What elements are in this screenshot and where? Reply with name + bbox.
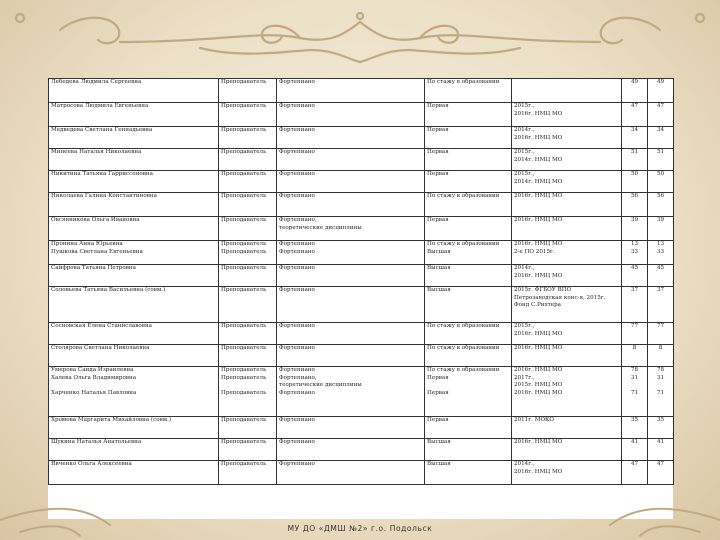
subject-cell: Фортепиано bbox=[277, 193, 425, 217]
teaching-experience-cell: 8 bbox=[648, 345, 674, 367]
courses-cell: 2014г., 2016г. НМЦ МО bbox=[512, 127, 622, 149]
total-experience-cell: 51 bbox=[622, 149, 648, 171]
teacher-name-cell: Матросова Людмила Евгеньевна bbox=[49, 103, 219, 127]
courses-cell: 2015г., 2014г. НМЦ МО bbox=[512, 171, 622, 193]
position-cell: Преподаватель Преподаватель bbox=[219, 241, 277, 265]
position-cell: Преподаватель bbox=[219, 439, 277, 461]
teaching-experience-cell: 77 bbox=[648, 323, 674, 345]
teacher-name-cell: Пронина Анна Юрьевна Пушкова Светлана Евгеньевна bbox=[49, 241, 219, 265]
subject-cell: Фортепиано Фортепиано bbox=[277, 241, 425, 265]
teacher-name-cell: Медведева Светлана Геннадьевна bbox=[49, 127, 219, 149]
category-cell: По стажу в образовании bbox=[425, 79, 512, 103]
courses-cell: 2016г. НМЦ МО bbox=[512, 439, 622, 461]
position-cell: Преподаватель bbox=[219, 287, 277, 323]
position-cell: Преподаватель bbox=[219, 265, 277, 287]
position-cell: Преподаватель bbox=[219, 79, 277, 103]
table-row bbox=[49, 323, 674, 345]
category-cell: Высшая bbox=[425, 265, 512, 287]
category-cell: По стажу в образовании bbox=[425, 345, 512, 367]
subject-cell: Фортепиано bbox=[277, 417, 425, 439]
teaching-experience-cell: 78 31 71 bbox=[648, 367, 674, 417]
teaching-experience-cell: 45 bbox=[648, 265, 674, 287]
total-experience-cell: 13 33 bbox=[622, 241, 648, 265]
category-cell: Первая bbox=[425, 217, 512, 241]
teaching-experience-cell: 51 bbox=[648, 149, 674, 171]
table-row bbox=[49, 287, 674, 323]
courses-cell bbox=[512, 79, 622, 103]
category-cell: Первая bbox=[425, 127, 512, 149]
subject-cell: Фортепиано bbox=[277, 265, 425, 287]
total-experience-cell: 37 bbox=[622, 287, 648, 323]
table-row bbox=[49, 439, 674, 461]
category-cell: Первая bbox=[425, 149, 512, 171]
courses-cell: 2015г., 2016г. НМЦ МО bbox=[512, 323, 622, 345]
teacher-name-cell: Минеева Наталья Николаевна bbox=[49, 149, 219, 171]
teacher-name-cell: Сосновская Елена Станиславовна bbox=[49, 323, 219, 345]
category-cell: Высшая bbox=[425, 439, 512, 461]
table-row bbox=[49, 417, 674, 439]
courses-cell: 2015г., 2014г. НМЦ МО bbox=[512, 149, 622, 171]
total-experience-cell: 50 bbox=[622, 171, 648, 193]
position-cell: Преподаватель bbox=[219, 127, 277, 149]
teacher-name-cell: Столярова Светлана Николаевна bbox=[49, 345, 219, 367]
category-cell: Высшая bbox=[425, 461, 512, 485]
category-cell: По стажу в образовании Первая Первая bbox=[425, 367, 512, 417]
total-experience-cell: 47 bbox=[622, 461, 648, 485]
top-ornament bbox=[0, 0, 720, 80]
total-experience-cell: 78 31 71 bbox=[622, 367, 648, 417]
footer-school-name: МУ ДО «ДМШ №2» г.о. Подольск bbox=[287, 524, 433, 533]
table-row bbox=[49, 461, 674, 485]
position-cell: Преподаватель bbox=[219, 461, 277, 485]
category-cell: По стажу в образовании bbox=[425, 193, 512, 217]
courses-cell: 2016г. НМЦ МО 2-е ПО 2015г. bbox=[512, 241, 622, 265]
subject-cell: Фортепиано bbox=[277, 323, 425, 345]
teaching-experience-cell: 47 bbox=[648, 103, 674, 127]
teacher-name-cell: Шукина Наталья Анатольевна bbox=[49, 439, 219, 461]
category-cell: По стажу в образовании bbox=[425, 323, 512, 345]
position-cell: Преподаватель bbox=[219, 103, 277, 127]
teaching-experience-cell: 49 bbox=[648, 79, 674, 103]
teacher-name-cell: Хромова Маргарита Михайловна (совм.) bbox=[49, 417, 219, 439]
courses-cell: 2016г. НМЦ МО bbox=[512, 345, 622, 367]
subject-cell: Фортепиано bbox=[277, 149, 425, 171]
subject-cell: Фортепиано bbox=[277, 439, 425, 461]
table-row bbox=[49, 79, 674, 103]
total-experience-cell: 35 bbox=[622, 417, 648, 439]
position-cell: Преподаватель bbox=[219, 217, 277, 241]
position-cell: Преподаватель bbox=[219, 171, 277, 193]
subject-cell: Фортепиано bbox=[277, 345, 425, 367]
category-cell: Первая bbox=[425, 171, 512, 193]
staff-table-sheet bbox=[48, 78, 673, 519]
subject-cell: Фортепиано Фортепиано, теоретические дисциплины Фортепиано bbox=[277, 367, 425, 417]
teacher-name-cell: Сайфрова Татьяна Петровна bbox=[49, 265, 219, 287]
teacher-name-cell: Явченко Ольга Алексеевна bbox=[49, 461, 219, 485]
teacher-name-cell: Соловьева Татьяна Васильевна (совм.) bbox=[49, 287, 219, 323]
subject-cell: Фортепиано bbox=[277, 287, 425, 323]
staff-table-body bbox=[49, 79, 674, 485]
category-cell: Высшая bbox=[425, 287, 512, 323]
category-cell: Первая bbox=[425, 103, 512, 127]
teaching-experience-cell: 56 bbox=[648, 193, 674, 217]
subject-cell: Фортепиано bbox=[277, 171, 425, 193]
total-experience-cell: 49 bbox=[622, 79, 648, 103]
courses-cell: 2016г. НМЦ МО bbox=[512, 193, 622, 217]
teaching-experience-cell: 13 33 bbox=[648, 241, 674, 265]
courses-cell: 2015г., 2016г. НМЦ МО bbox=[512, 103, 622, 127]
total-experience-cell: 39 bbox=[622, 217, 648, 241]
total-experience-cell: 47 bbox=[622, 103, 648, 127]
position-cell: Преподаватель bbox=[219, 323, 277, 345]
position-cell: Преподаватель bbox=[219, 149, 277, 171]
teaching-experience-cell: 50 bbox=[648, 171, 674, 193]
courses-cell: 2016г. НМЦ МО 2017г., 2015г. НМЦ МО 2016г. НМЦ МО bbox=[512, 367, 622, 417]
teacher-name-cell: Никитина Татьяна Гарриссоновна bbox=[49, 171, 219, 193]
position-cell: Преподаватель Преподаватель Преподаватель bbox=[219, 367, 277, 417]
category-cell: По стажу в образовании Высшая bbox=[425, 241, 512, 265]
total-experience-cell: 8 bbox=[622, 345, 648, 367]
subject-cell: Фортепиано bbox=[277, 461, 425, 485]
table-row bbox=[49, 127, 674, 149]
position-cell: Преподаватель bbox=[219, 345, 277, 367]
teaching-experience-cell: 34 bbox=[648, 127, 674, 149]
courses-cell: 2016г. НМЦ МО bbox=[512, 217, 622, 241]
teaching-experience-cell: 35 bbox=[648, 417, 674, 439]
staff-table bbox=[48, 78, 674, 485]
subject-cell: Фортепиано bbox=[277, 127, 425, 149]
courses-cell: 2011г. МОКО bbox=[512, 417, 622, 439]
table-row bbox=[49, 149, 674, 171]
teaching-experience-cell: 39 bbox=[648, 217, 674, 241]
total-experience-cell: 56 bbox=[622, 193, 648, 217]
table-row bbox=[49, 103, 674, 127]
teaching-experience-cell: 47 bbox=[648, 461, 674, 485]
subject-cell: Фортепиано, теоретические дисциплины bbox=[277, 217, 425, 241]
table-row bbox=[49, 345, 674, 367]
position-cell: Преподаватель bbox=[219, 193, 277, 217]
table-row bbox=[49, 265, 674, 287]
teaching-experience-cell: 37 bbox=[648, 287, 674, 323]
courses-cell: 2014г., 2016г. НМЦ МО bbox=[512, 265, 622, 287]
total-experience-cell: 77 bbox=[622, 323, 648, 345]
subject-cell: Фортепиано bbox=[277, 103, 425, 127]
teacher-name-cell: Лебедева Людмила Сергеевна bbox=[49, 79, 219, 103]
table-row bbox=[49, 367, 674, 417]
teacher-name-cell: Овсянникова Ольга Ивановна bbox=[49, 217, 219, 241]
table-row bbox=[49, 241, 674, 265]
table-row bbox=[49, 193, 674, 217]
teaching-experience-cell: 41 bbox=[648, 439, 674, 461]
courses-cell: 2015г. ФГБОУ ВПО Петрозаводская конс-я, 2015г. Фонд С.Рихтера bbox=[512, 287, 622, 323]
table-row bbox=[49, 217, 674, 241]
teacher-name-cell: Николаева Галина Константиновна bbox=[49, 193, 219, 217]
subject-cell: Фортепиано bbox=[277, 79, 425, 103]
position-cell: Преподаватель bbox=[219, 417, 277, 439]
category-cell: Первая bbox=[425, 417, 512, 439]
table-row bbox=[49, 171, 674, 193]
total-experience-cell: 34 bbox=[622, 127, 648, 149]
total-experience-cell: 41 bbox=[622, 439, 648, 461]
total-experience-cell: 45 bbox=[622, 265, 648, 287]
teacher-name-cell: Умерова Саида Израилевна Халева Ольга Владимировна Харченко Наталья Павловна bbox=[49, 367, 219, 417]
courses-cell: 2014г., 2016г. НМЦ МО bbox=[512, 461, 622, 485]
